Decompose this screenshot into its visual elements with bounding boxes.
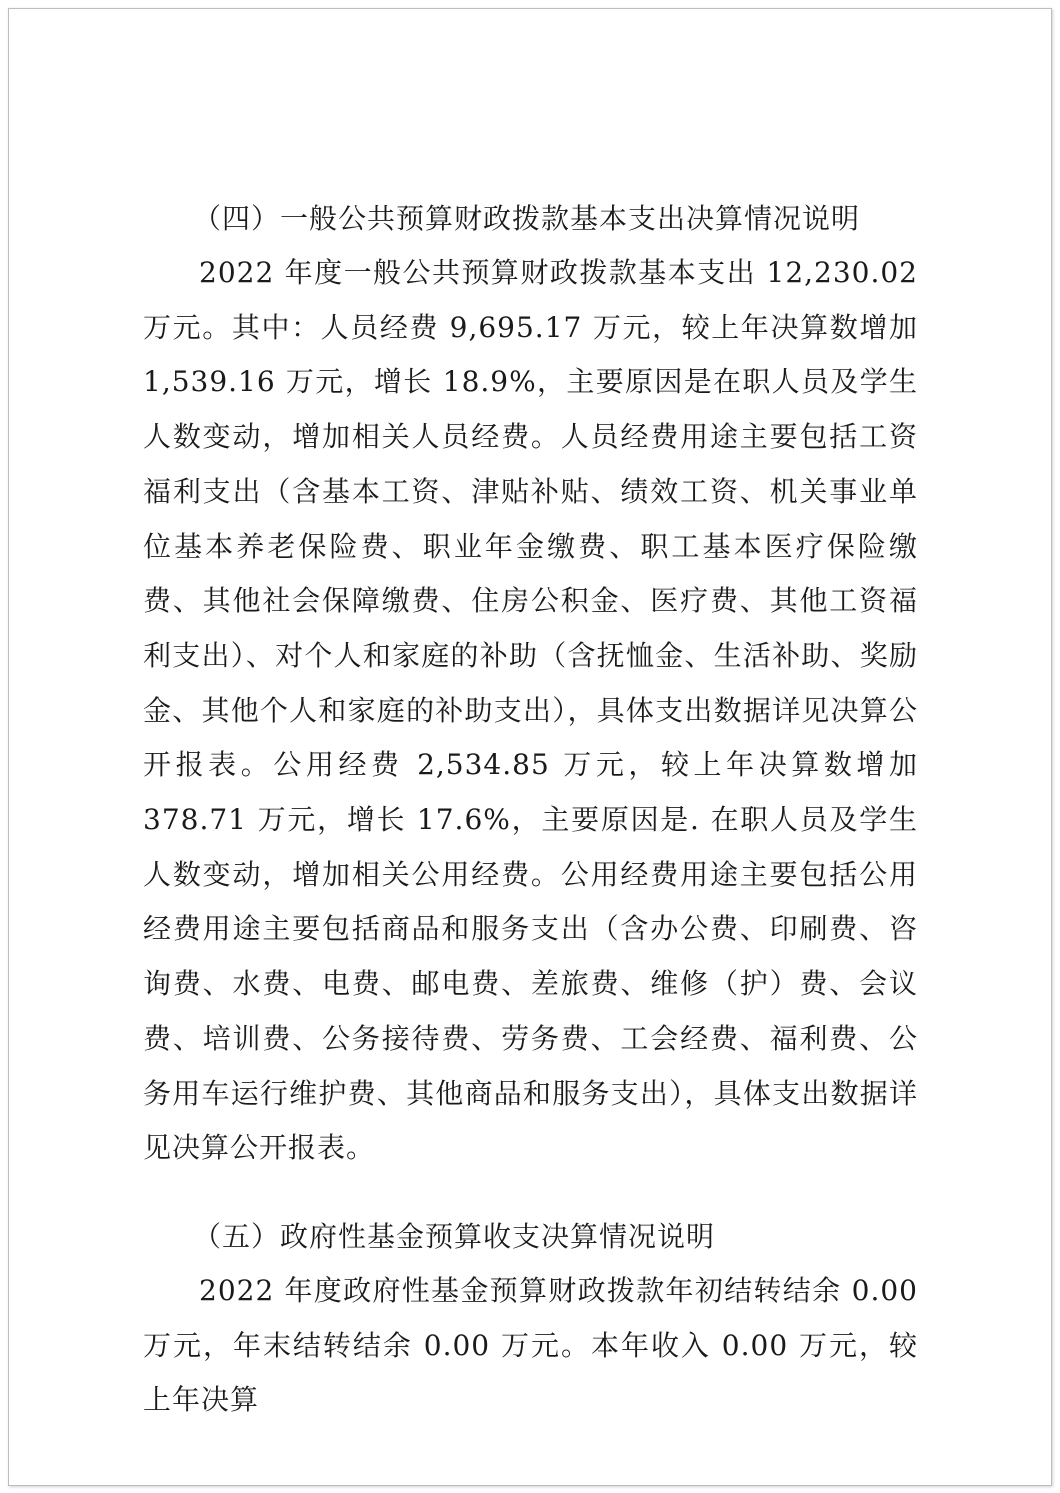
document-body xyxy=(143,192,918,1428)
section-5-paragraph: 2022 年度政府性基金预算财政拨款年初结转结余 0.00 万元，年末结转结余 0.00 万元。本年收入 0.00 万元，较上年决算 xyxy=(143,1273,918,1417)
section-4-paragraph: 2022 年度一般公共预算财政拨款基本支出 12,230.02 万元。其中：人员经费 9,695.17 万元，较上年决算数增加 1,539.16 万元，增长 18.9%，主要原因是在职人员及学生人数变动，增加相关人员经费。人员经费用途主要包括工资福利支出（含基本工资、津贴补贴、绩效工资、机关事业单位基本养老保险费、职业年金缴费、职工基本医疗保险缴费、其他社会保障缴费、住房公积金、医疗费、其他工资福利支出）、对个人和家庭的补助（含抚恤金、生活补助、奖励金、其他个人和家庭的补助支出），具体支出数据详见决算公开报表。公用经费 2,534.85 万元，较上年决算数增加 378.71 万元，增长 17.6%，主要原因是. 在职人员及学生人数变动，增加相关公用经费。公用经费用途主要包括公用经费用途主要包括商品和服务支出（含办公费、印刷费、咨询费、水费、电费、邮电费、差旅费、维修（护）费、会议费、培训费、公务接待费、劳务费、工会经费、福利费、公务用车运行维护费、其他商品和服务支出），具体支出数据详见决算公开报表。 xyxy=(143,256,918,1165)
section-5-heading: （五）政府性基金预算收支决算情况说明 xyxy=(193,1219,716,1253)
section-spacer xyxy=(143,1176,918,1210)
section-4-heading: （四）一般公共预算财政拨款基本支出决算情况说明 xyxy=(193,202,861,235)
